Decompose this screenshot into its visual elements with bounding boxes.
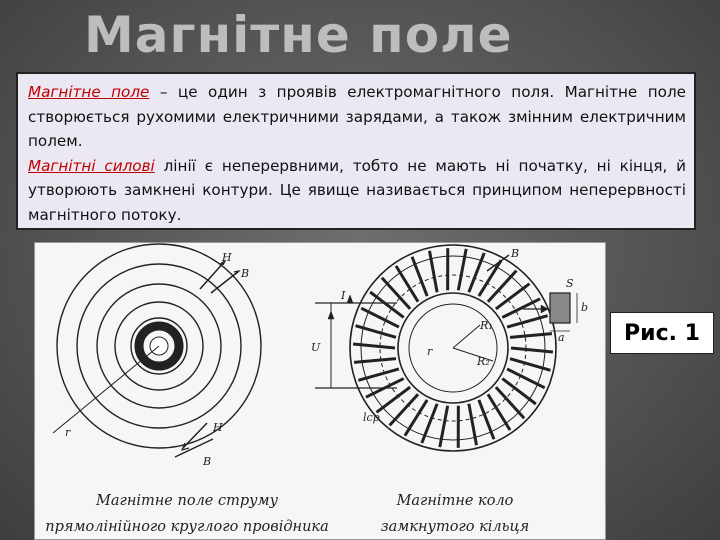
figure-label: Рис. 1 [610, 312, 714, 354]
winding-turn [354, 359, 396, 363]
label-b-dim: b [581, 301, 589, 314]
winding-turn [430, 251, 438, 292]
page-title: Магнітне поле [84, 6, 513, 64]
label-r-left: r [65, 426, 71, 439]
definition-text-box [16, 72, 696, 230]
definition-text: – це один з проявів електромагнітного поля. Магнітне поле створюється рухомими електричними зарядами, а також змінним електричним полем. [28, 83, 687, 150]
field-lines-text: лінії є неперервними, тобто не мають ні початку, ні кінця, й утворюють замкнені контури. Це явище називається принципом неперервності магнітного потоку. [28, 156, 686, 224]
figure-drawing [35, 243, 606, 540]
field-lines-paragraph [28, 154, 686, 228]
label-u: U [311, 341, 321, 354]
winding-turn [511, 348, 553, 352]
winding-turn [510, 334, 552, 338]
winding-turn [353, 344, 395, 348]
label-h-bottom: H [213, 421, 223, 434]
winding-turn [469, 404, 477, 445]
definition-paragraph [28, 80, 686, 154]
label-r-right: r [427, 345, 433, 358]
label-lcp: lср [363, 411, 380, 424]
label-s: S [566, 277, 574, 290]
winding-turn [458, 249, 466, 290]
label-r2: R₂ [477, 355, 490, 368]
b-vector-top [211, 271, 239, 293]
core-section [550, 293, 570, 323]
label-b-top: B [241, 267, 250, 280]
right-caption-line1: Магнітне коло [396, 493, 514, 509]
conductor-field-diagram [53, 244, 261, 457]
label-b-bottom: B [203, 455, 212, 468]
label-h-top: H [222, 251, 232, 264]
left-caption-line2: прямолінійного круглого провідника [45, 519, 329, 535]
right-caption-line2: замкнутого кільця [380, 519, 530, 535]
winding-turn [440, 406, 448, 447]
label-i: I [341, 289, 346, 302]
label-b-right: B [511, 247, 520, 260]
radius-line [53, 346, 159, 433]
left-caption-line1: Магнітне поле струму [96, 493, 278, 509]
term-magnetic-field: Магнітне поле [28, 83, 150, 101]
label-a: a [558, 331, 565, 344]
figure-panel [34, 242, 606, 540]
term-field-lines: Магнітні силові [28, 156, 155, 175]
label-r1: R₁ [480, 319, 493, 332]
toroid-diagram [315, 245, 577, 451]
